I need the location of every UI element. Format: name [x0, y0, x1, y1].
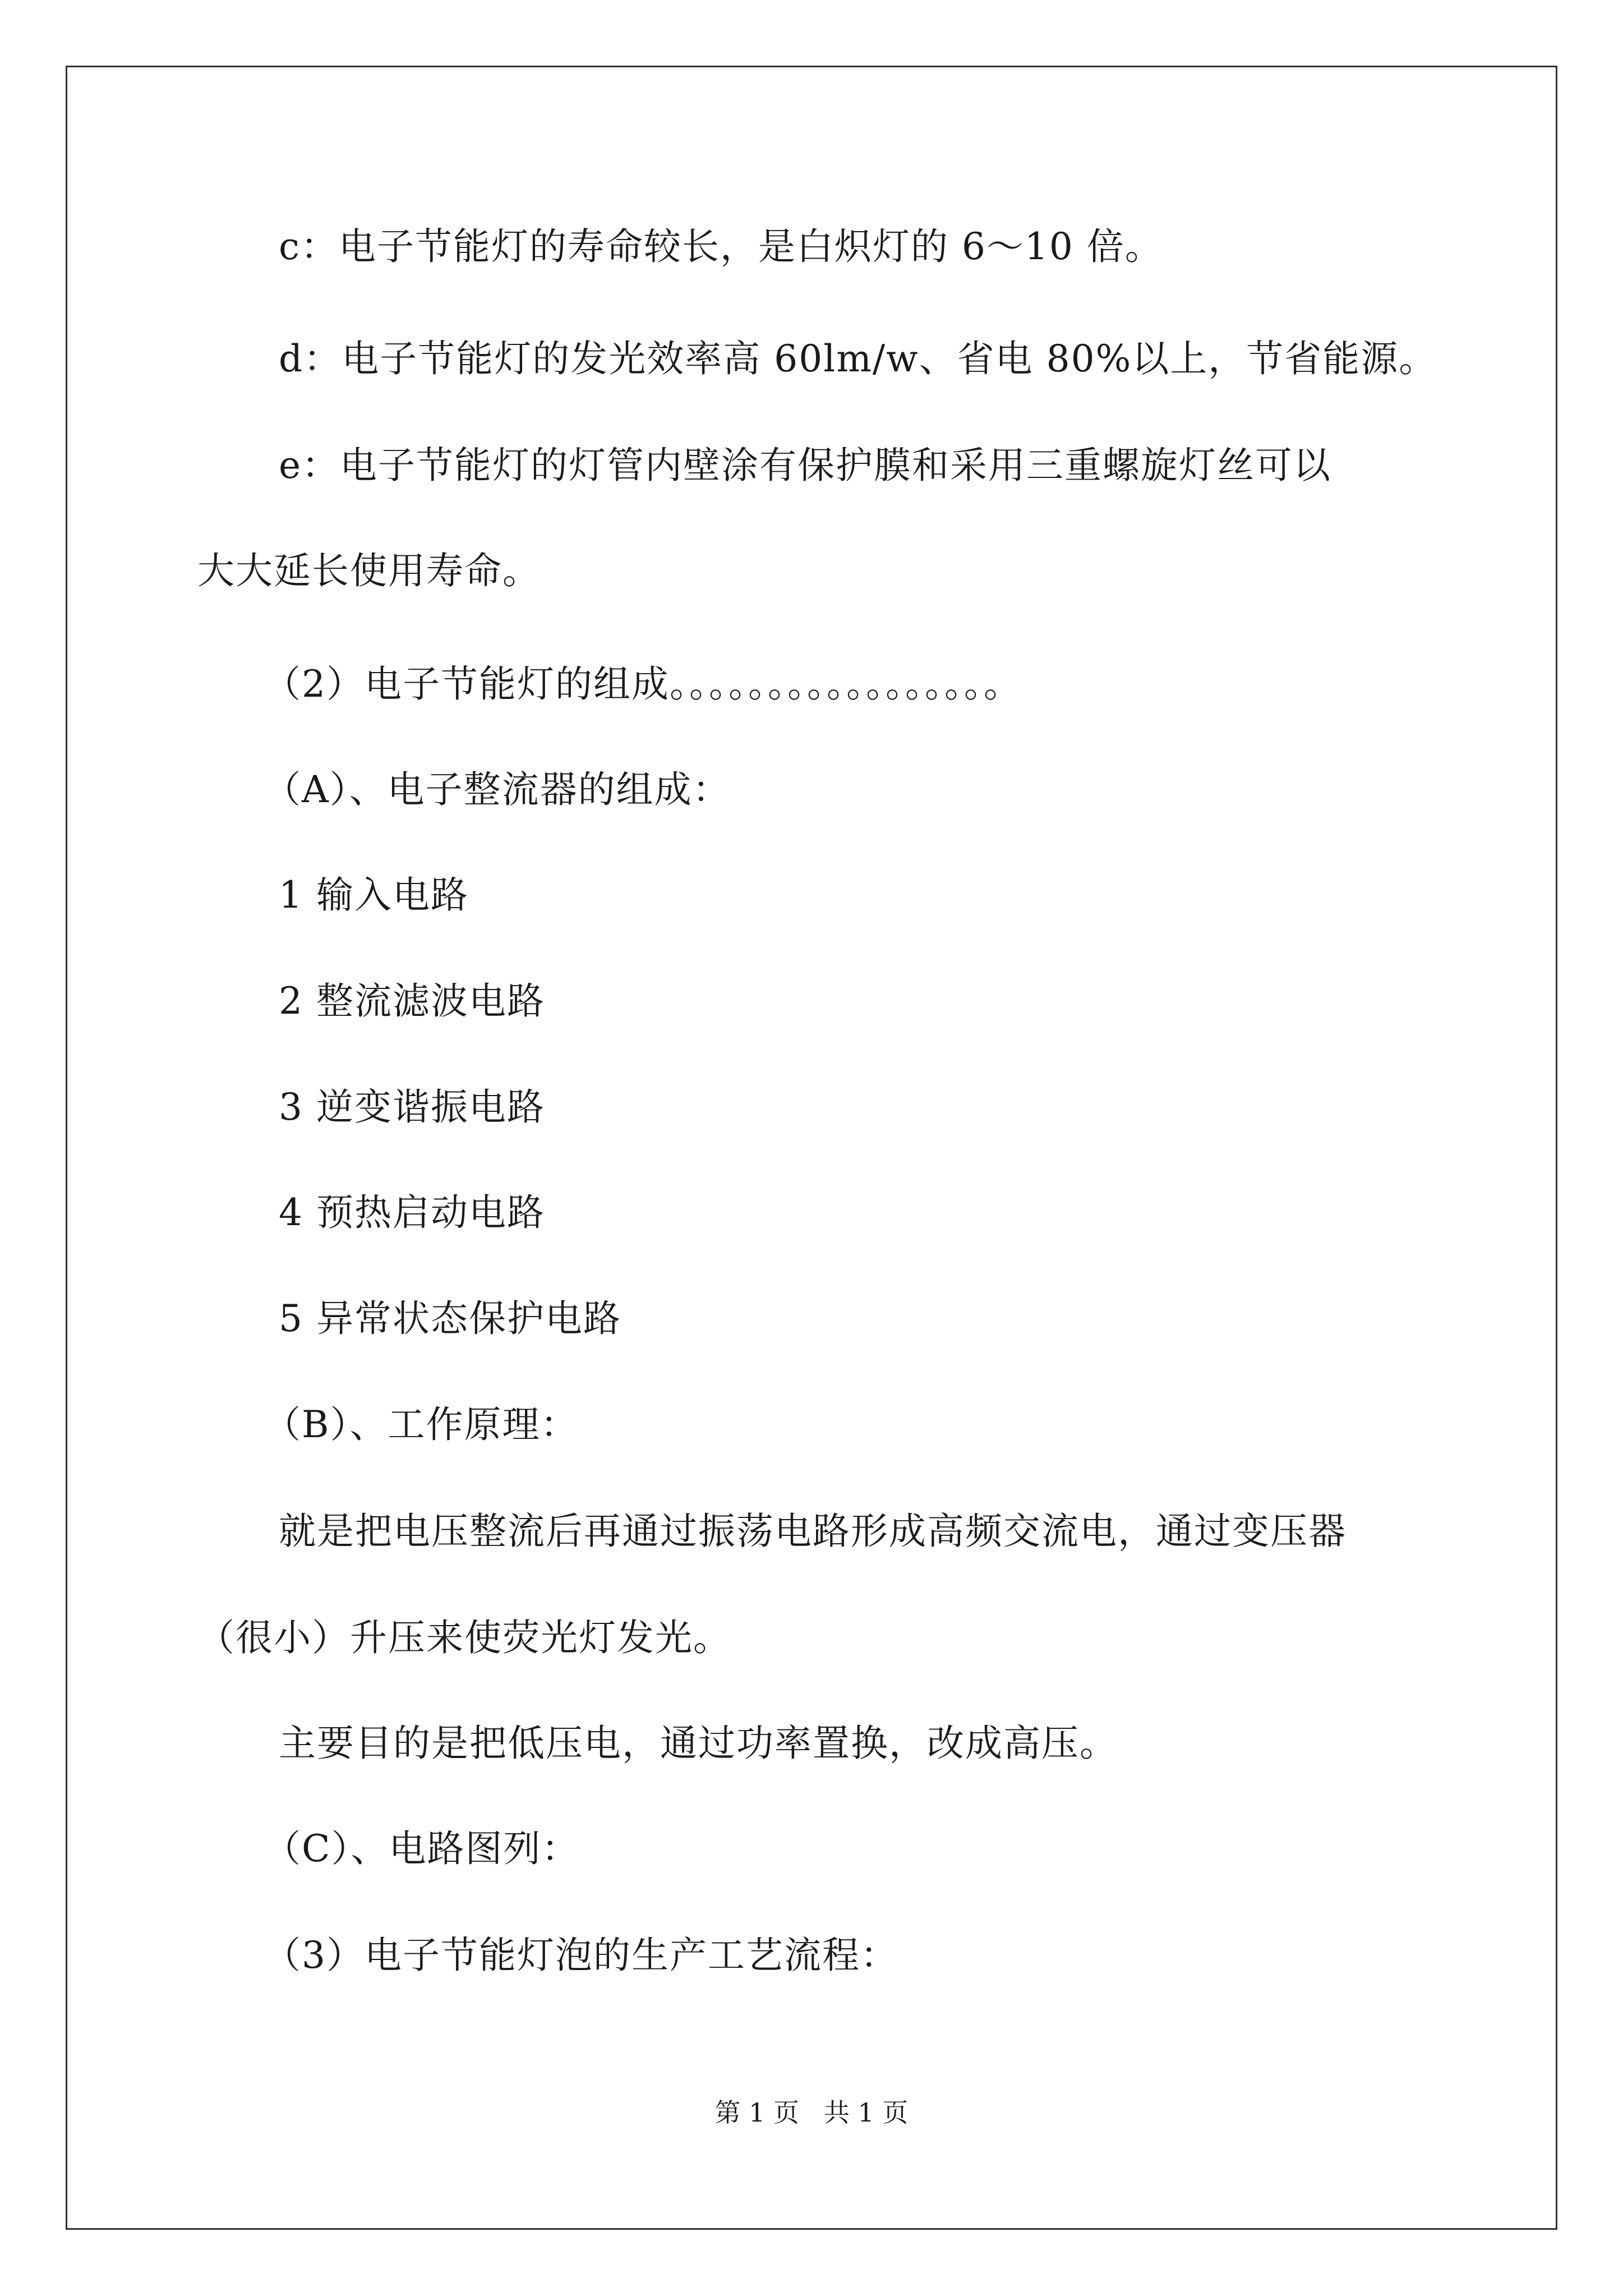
text-line-d-efficiency: d：电子节能灯的发光效率高 60lm/w、省电 80%以上，节省能源。 [279, 337, 1437, 380]
list-item-preheat-start: 4 预热启动电路 [279, 1191, 545, 1234]
text-line-e-protection: e：电子节能灯的灯管内壁涂有保护膜和采用三重螺旋灯丝可以 [279, 444, 1332, 487]
subsection-heading-principle: （B）、工作原理： [264, 1403, 579, 1446]
text-line-principle: 就是把电压整流后再通过振荡电路形成高频交流电，通过变压器 [279, 1510, 1347, 1553]
text-line-principle-continued: （很小）升压来使荧光灯发光。 [197, 1616, 731, 1659]
list-item-input-circuit: 1 输入电路 [279, 873, 469, 917]
section-heading-production-process: （3）电子节能灯泡的生产工艺流程： [264, 1934, 898, 1977]
page-border [66, 66, 1557, 2230]
list-item-fault-protection: 5 异常状态保护电路 [279, 1297, 621, 1340]
section-heading-composition: （2）电子节能灯的组成。。。。。。。。。。。。。。。。。 [264, 662, 1022, 706]
text-line-purpose: 主要目的是把低压电，通过功率置换，改成高压。 [279, 1722, 1118, 1765]
text-line-c-lifespan: c：电子节能灯的寿命较长，是白炽灯的 6～10 倍。 [279, 225, 1163, 268]
text-line-e-continued: 大大延长使用寿命。 [197, 549, 541, 592]
list-item-inverter-resonance: 3 逆变谐振电路 [279, 1085, 545, 1129]
page-footer: 第 1 页 共 1 页 [714, 2097, 909, 2128]
subsection-heading-ballast: （A）、电子整流器的组成： [264, 768, 731, 811]
subsection-heading-circuit-diagram: （C）、电路图列： [264, 1827, 580, 1870]
list-item-rectifier-filter: 2 整流滤波电路 [279, 979, 545, 1023]
